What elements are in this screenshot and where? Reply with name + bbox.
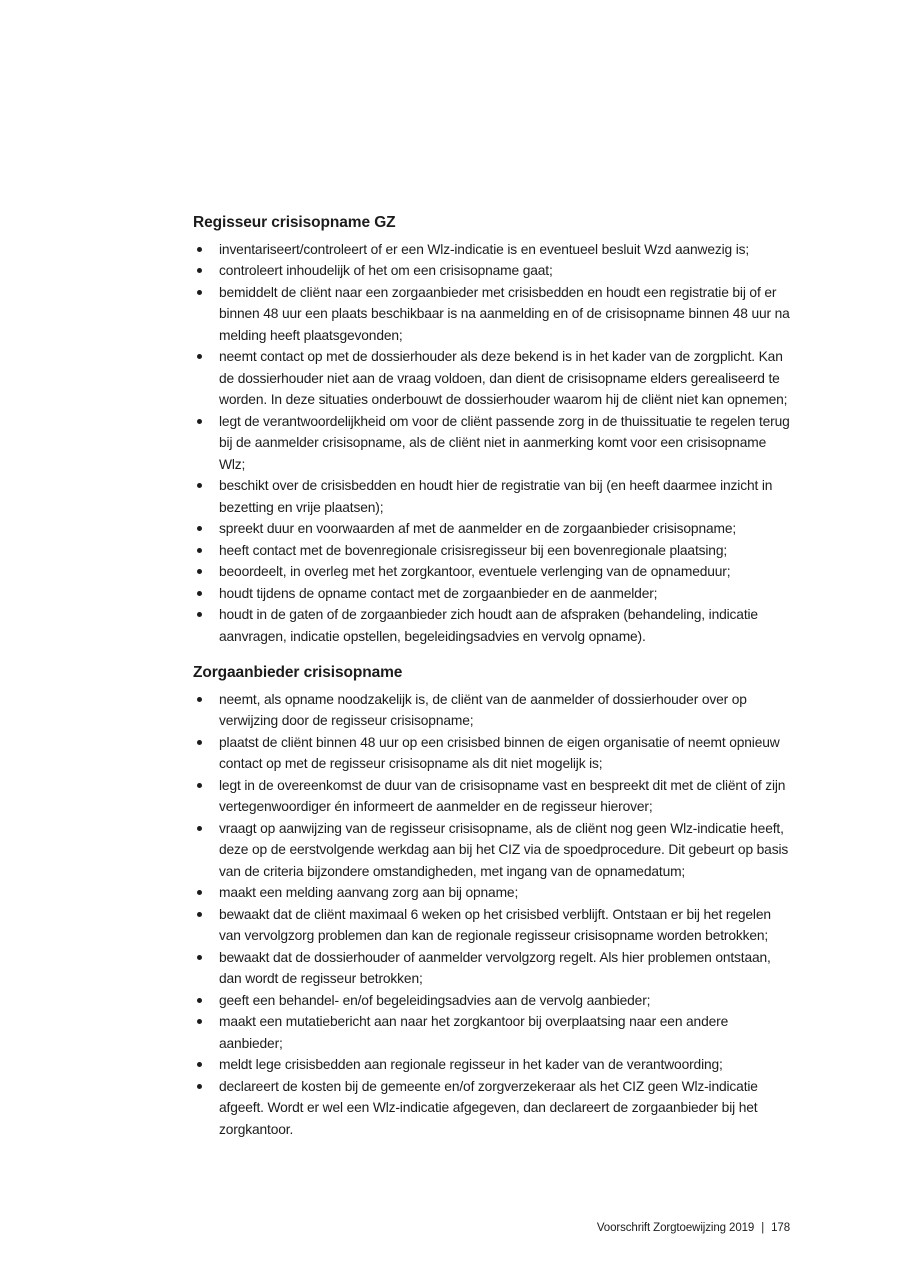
bullet-item: plaatst de cliënt binnen 48 uur op een crisisbed binnen de eigen organisatie of neemt opnieuw contact op met de regisseur crisisopname als dit niet mogelijk is; <box>193 732 793 775</box>
page-content <box>193 212 793 1140</box>
bullet-item: neemt contact op met de dossierhouder als deze bekend is in het kader van de zorgplicht. Kan de dossierhouder niet aan de vraag voldoen, dan dient de crisisopname elders gerealiseerd te worden. In deze situaties onderbouwt de dossierhouder waarom hij de cliënt niet kan opnemen; <box>193 346 793 411</box>
footer-document-title: Voorschrift Zorgtoewijzing 2019 <box>596 1222 755 1234</box>
bullet-item: maakt een mutatiebericht aan naar het zorgkantoor bij overplaatsing naar een andere aanbieder; <box>193 1011 793 1054</box>
section-heading: Regisseur crisisopname GZ <box>193 214 396 231</box>
bullet-list <box>193 239 793 648</box>
bullet-item: beoordeelt, in overleg met het zorgkantoor, eventuele verlenging van de opnameduur; <box>193 561 793 583</box>
bullet-list <box>193 689 793 1141</box>
bullet-item: bewaakt dat de dossierhouder of aanmelder vervolgzorg regelt. Als hier problemen ontstaan, dan wordt de regisseur betrokken; <box>193 947 793 990</box>
bullet-item: bemiddelt de cliënt naar een zorgaanbieder met crisisbedden en houdt een registratie bij of er binnen 48 uur een plaats beschikbaar is na aanmelding en of de crisisopname binnen 48 uur na melding heeft plaatsgevonden; <box>193 282 793 347</box>
footer-page-number: 178 <box>771 1222 790 1234</box>
bullet-item: houdt in de gaten of de zorgaanbieder zich houdt aan de afspraken (behandeling, indicatie aanvragen, indicatie opstellen, begeleidingsadvies en vervolg opname). <box>193 604 793 647</box>
section-heading: Zorgaanbieder crisisopname <box>193 664 403 681</box>
section-zorgaanbieder-crisisopname <box>193 662 793 1140</box>
bullet-item: beschikt over de crisisbedden en houdt hier de registratie van bij (en heeft daarmee inzicht in bezetting en vrije plaatsen); <box>193 475 793 518</box>
bullet-item: houdt tijdens de opname contact met de zorgaanbieder en de aanmelder; <box>193 583 793 605</box>
bullet-item: neemt, als opname noodzakelijk is, de cliënt van de aanmelder of dossierhouder over op verwijzing door de regisseur crisisopname; <box>193 689 793 732</box>
bullet-item: inventariseert/controleert of er een Wlz-indicatie is en eventueel besluit Wzd aanwezig is; <box>193 239 793 261</box>
bullet-item: controleert inhoudelijk of het om een crisisopname gaat; <box>193 260 793 282</box>
bullet-item: bewaakt dat de cliënt maximaal 6 weken op het crisisbed verblijft. Ontstaan er bij het regelen van vervolgzorg problemen dan kan de regionale regisseur crisisopname worden betrokken; <box>193 904 793 947</box>
bullet-item: maakt een melding aanvang zorg aan bij opname; <box>193 882 793 904</box>
bullet-item: legt de verantwoordelijkheid om voor de cliënt passende zorg in de thuissituatie te regelen terug bij de aanmelder crisisopname, als de cliënt niet in aanmerking komt voor een crisisopname Wlz; <box>193 411 793 476</box>
bullet-item: vraagt op aanwijzing van de regisseur crisisopname, als de cliënt nog geen Wlz-indicatie heeft, deze op de eerstvolgende werkdag aan bij het CIZ via de spoedprocedure. Dit gebeurt op basis van de criteria bijzondere omstandigheden, met ingang van de opnamedatum; <box>193 818 793 883</box>
section-regisseur-crisisopname-gz <box>193 212 793 647</box>
bullet-item: heeft contact met de bovenregionale crisisregisseur bij een bovenregionale plaatsing; <box>193 540 793 562</box>
bullet-item: legt in de overeenkomst de duur van de crisisopname vast en bespreekt dit met de cliënt of zijn vertegenwoordiger én informeert de aanmelder en de regisseur hierover; <box>193 775 793 818</box>
bullet-item: meldt lege crisisbedden aan regionale regisseur in het kader van de verantwoording; <box>193 1054 793 1076</box>
bullet-item: geeft een behandel- en/of begeleidingsadvies aan de vervolg aanbieder; <box>193 990 793 1012</box>
footer-separator: | <box>761 1222 765 1234</box>
bullet-item: spreekt duur en voorwaarden af met de aanmelder en de zorgaanbieder crisisopname; <box>193 518 793 540</box>
bullet-item: declareert de kosten bij de gemeente en/of zorgverzekeraar als het CIZ geen Wlz-indicatie afgeeft. Wordt er wel een Wlz-indicatie afgegeven, dan declareert de zorgaanbieder bij het zorgkantoor. <box>193 1076 793 1141</box>
page-footer <box>597 1222 790 1234</box>
